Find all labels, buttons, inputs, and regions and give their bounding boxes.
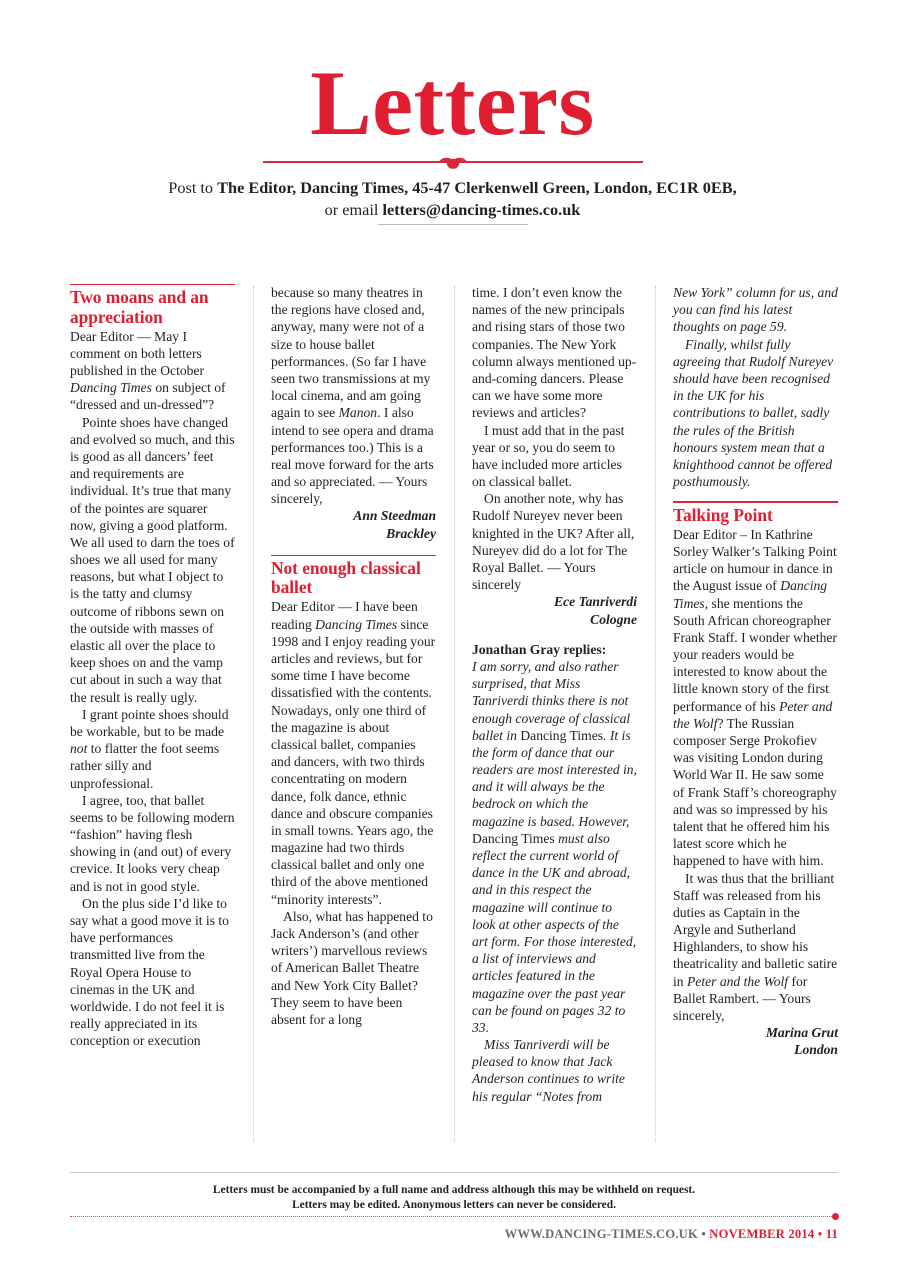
text-run: must also reflect the current world of dance in the UK and abroad, and in this respect the magazine will continue to look at other aspects of the art form. For those interested, a list of interviews and articles featured in the magazine over the past year can be found on pages 32 to 33. — [472, 830, 637, 1035]
post-to-address: The Editor, Dancing Times, 45-47 Clerkenwell Green, London, EC1R 0EB, — [217, 178, 737, 198]
paragraph: Miss Tanriverdi will be pleased to know that Jack Anderson continues to write his regular “Notes from — [472, 1037, 625, 1104]
text-run: I am sorry, and also rather surprised, that Miss Tanriverdi thinks there is not enough coverage of classical ballet in — [472, 658, 631, 743]
text-run: since 1998 and I enjoy reading your articles and reviews, but for some time I have become dissatisfied with the contents. Nowadays, only one third of the magazine is about classical ballet, companies and dancers, with two thirds concentrating on modern dance, folk dance, ethnic dance and obscure companies in small towns. Years ago, the magazine had two thirds classical ballet and only one third of the above mentioned “minority interests”. — [271, 616, 436, 907]
italic-title: Peter and the Wolf — [673, 698, 833, 731]
column-2 — [271, 284, 436, 1146]
paragraph: New York” column for us, and you can find his latest thoughts on page 59. — [673, 285, 838, 335]
column-gap-1 — [235, 284, 271, 1146]
italic-title: Dancing Times, — [673, 578, 828, 611]
spacer — [472, 628, 637, 641]
footer-issue: NOVEMBER 2014 • 11 — [709, 1227, 838, 1241]
footer-note — [70, 1183, 838, 1213]
section-rule-two-moans — [70, 284, 235, 285]
column-divider — [253, 286, 255, 1142]
text-run: Dear Editor — I have been reading — [271, 599, 418, 632]
text-run: on subject of “dressed and un-dressed”? — [70, 380, 226, 413]
masthead-rule-group — [263, 154, 643, 172]
text-run: to flatter the foot seems rather silly and unprofessional. — [70, 741, 220, 791]
paragraph: I must add that in the past year or so, you do seem to have included more articles on classical ballet. — [472, 422, 625, 490]
text-run: she mentions the South African choreographer Frank Staff. I wonder whether your readers would be interested to know about the little known story of the first performance of his — [673, 595, 837, 714]
paragraph — [70, 706, 235, 792]
text-run: Dear Editor – In Kathrine Sorley Walker’s Talking Point article on humour in dance in the August issue of — [673, 526, 837, 594]
paragraph — [271, 598, 436, 907]
column-divider — [454, 286, 456, 1142]
text-run: ? The Russian composer Serge Prokofiev was visiting London during World War II. He saw some of Frank Staff’s choreography and was so impressed by his talent that he offered him his latest score which he happened to have with him. — [673, 715, 837, 869]
paragraph: Also, what has happened to Jack Anderson’s (and other writers’) marvellous reviews of American Ballet Theatre and New York City Ballet? They seem to have been absent for a long — [271, 908, 433, 1027]
text-run: I grant pointe shoes should be workable, but to be made — [70, 706, 229, 739]
signature-name: Ece Tanriverdi — [554, 594, 637, 610]
text-run: Dear Editor — May I comment on both letters published in the October — [70, 328, 205, 379]
section-rule-talking-point — [673, 501, 838, 502]
masthead — [70, 52, 835, 225]
post-to-prefix: Post to — [168, 178, 218, 198]
section-rule-not-enough — [271, 555, 436, 556]
signature-name: Marina Grut — [765, 1025, 838, 1041]
paragraph: On the plus side I’d like to say what a good move it is to have performances transmitted live from the Royal Opera House to cinemas in the UK and worldwide. I do not feel it is really appreciated in its conception or execution — [70, 895, 229, 1049]
signature-name: Ann Steedman — [353, 508, 436, 524]
roman-title: Dancing Times — [520, 727, 604, 743]
fleuron-ornament-icon — [432, 154, 474, 172]
email-address[interactable]: letters@dancing-times.co.uk — [382, 200, 581, 220]
email-line — [70, 199, 835, 221]
section-heading-talking-point: Talking Point — [673, 504, 773, 525]
signature-place: Cologne — [590, 611, 637, 627]
paragraph — [673, 526, 838, 870]
signature-place: Brackley — [386, 525, 436, 541]
spacer — [673, 490, 838, 501]
roman-title: Dancing Times — [472, 830, 555, 846]
italic-title: Dancing Times — [315, 616, 398, 632]
paragraph — [673, 870, 838, 1025]
footer-credit — [70, 1227, 838, 1242]
column-gap-3 — [637, 284, 673, 1146]
text-run: It was thus that the brilliant Staff was released from his duties as Captain in the Argyle and Sutherland Highlanders, to show his theatricality and balletic satire in — [673, 870, 838, 989]
paragraph: I agree, too, that ballet seems to be following modern “fashion” having flesh showing in (and out) of every crevice. It looks very cheap and is not in good style. — [70, 792, 235, 894]
column-divider — [655, 286, 657, 1142]
paragraph: Pointe shoes have changed and evolved so much, and this is good as all dancers’ feet and requirements are individual. It’s true that many of the pointes are squarer now, giving a good platform. We all used to darn the toes of shoes we all used for many reasons, but what I object to is the tatty and clumsy outcome of ribbons sewn on the outside with masses of elastic all over the place to keep shoes on and the vamp cut about in such a way that the result is really ugly. — [70, 414, 235, 705]
paragraph — [472, 658, 637, 1036]
section-heading-two-moans: Two moans and an appreciation — [70, 287, 209, 327]
italic-title: Dancing Times — [70, 380, 152, 396]
text-run: because so many theatres in the regions have closed and, anyway, many were not of a size to house ballet performances. (So far I have seen two transmissions at my local cinema, and am going again to see — [271, 285, 431, 421]
paragraph: time. I don’t even know the names of the new principals and rising stars of those two companies. The New York column always mentioned up-and-coming dancers. Please can we have some more reviews and articles? — [472, 285, 637, 421]
footer-dotted-rule — [70, 1216, 838, 1223]
italic-title: Peter and the Wolf — [686, 973, 789, 989]
footer-note-line-1: Letters must be accompanied by a full name and address although this may be withheld on request. — [212, 1184, 696, 1196]
page-title: Letters — [310, 52, 595, 154]
text-run: . I also intend to see opera and drama performances too.) This is a real move forward for the arts and so appreciated. — Yours sincerely, — [271, 405, 434, 507]
spacer — [271, 542, 436, 555]
italic-title: Manon — [338, 405, 378, 421]
footer-note-line-2: Letters may be edited. Anonymous letters can never be considered. — [292, 1199, 616, 1212]
email-underline — [378, 224, 528, 225]
paragraph — [70, 328, 235, 414]
reply-heading: Jonathan Gray replies: — [472, 641, 607, 657]
paragraph — [271, 284, 436, 507]
text-run: . It is the form of dance that our readers are most interested in, and it will always be the bedrock on which the magazine is based. However, — [472, 727, 637, 829]
paragraph: Finally, whilst fully agreeing that Rudolf Nureyev should have been recognised in the UK for his contributions to ballet, sadly the rules of the British honours system mean that a knighthood cannot be offered posthumously. — [673, 336, 834, 490]
footer-top-rule — [70, 1172, 838, 1173]
post-to-line — [70, 177, 835, 199]
article-columns — [70, 284, 838, 1146]
signature-place: London — [794, 1042, 838, 1058]
footer-website: WWW.DANCING-TIMES.CO.UK • — [504, 1227, 710, 1241]
footer-end-dot-icon — [832, 1213, 839, 1220]
column-gap-2 — [436, 284, 472, 1146]
italic-emphasis: not — [70, 741, 88, 757]
paragraph: On another note, why has Rudolf Nureyev never been knighted in the UK? After all, Nureyev did do a lot for The Royal Ballet. — Yours sincerely — [472, 491, 635, 593]
column-1 — [70, 284, 235, 1146]
column-3 — [472, 284, 637, 1146]
column-4 — [673, 284, 838, 1146]
email-prefix: or email — [324, 200, 383, 220]
text-run: for Ballet Rambert. — Yours sincerely, — [673, 973, 811, 1024]
section-heading-not-enough: Not enough classical ballet — [271, 558, 421, 598]
